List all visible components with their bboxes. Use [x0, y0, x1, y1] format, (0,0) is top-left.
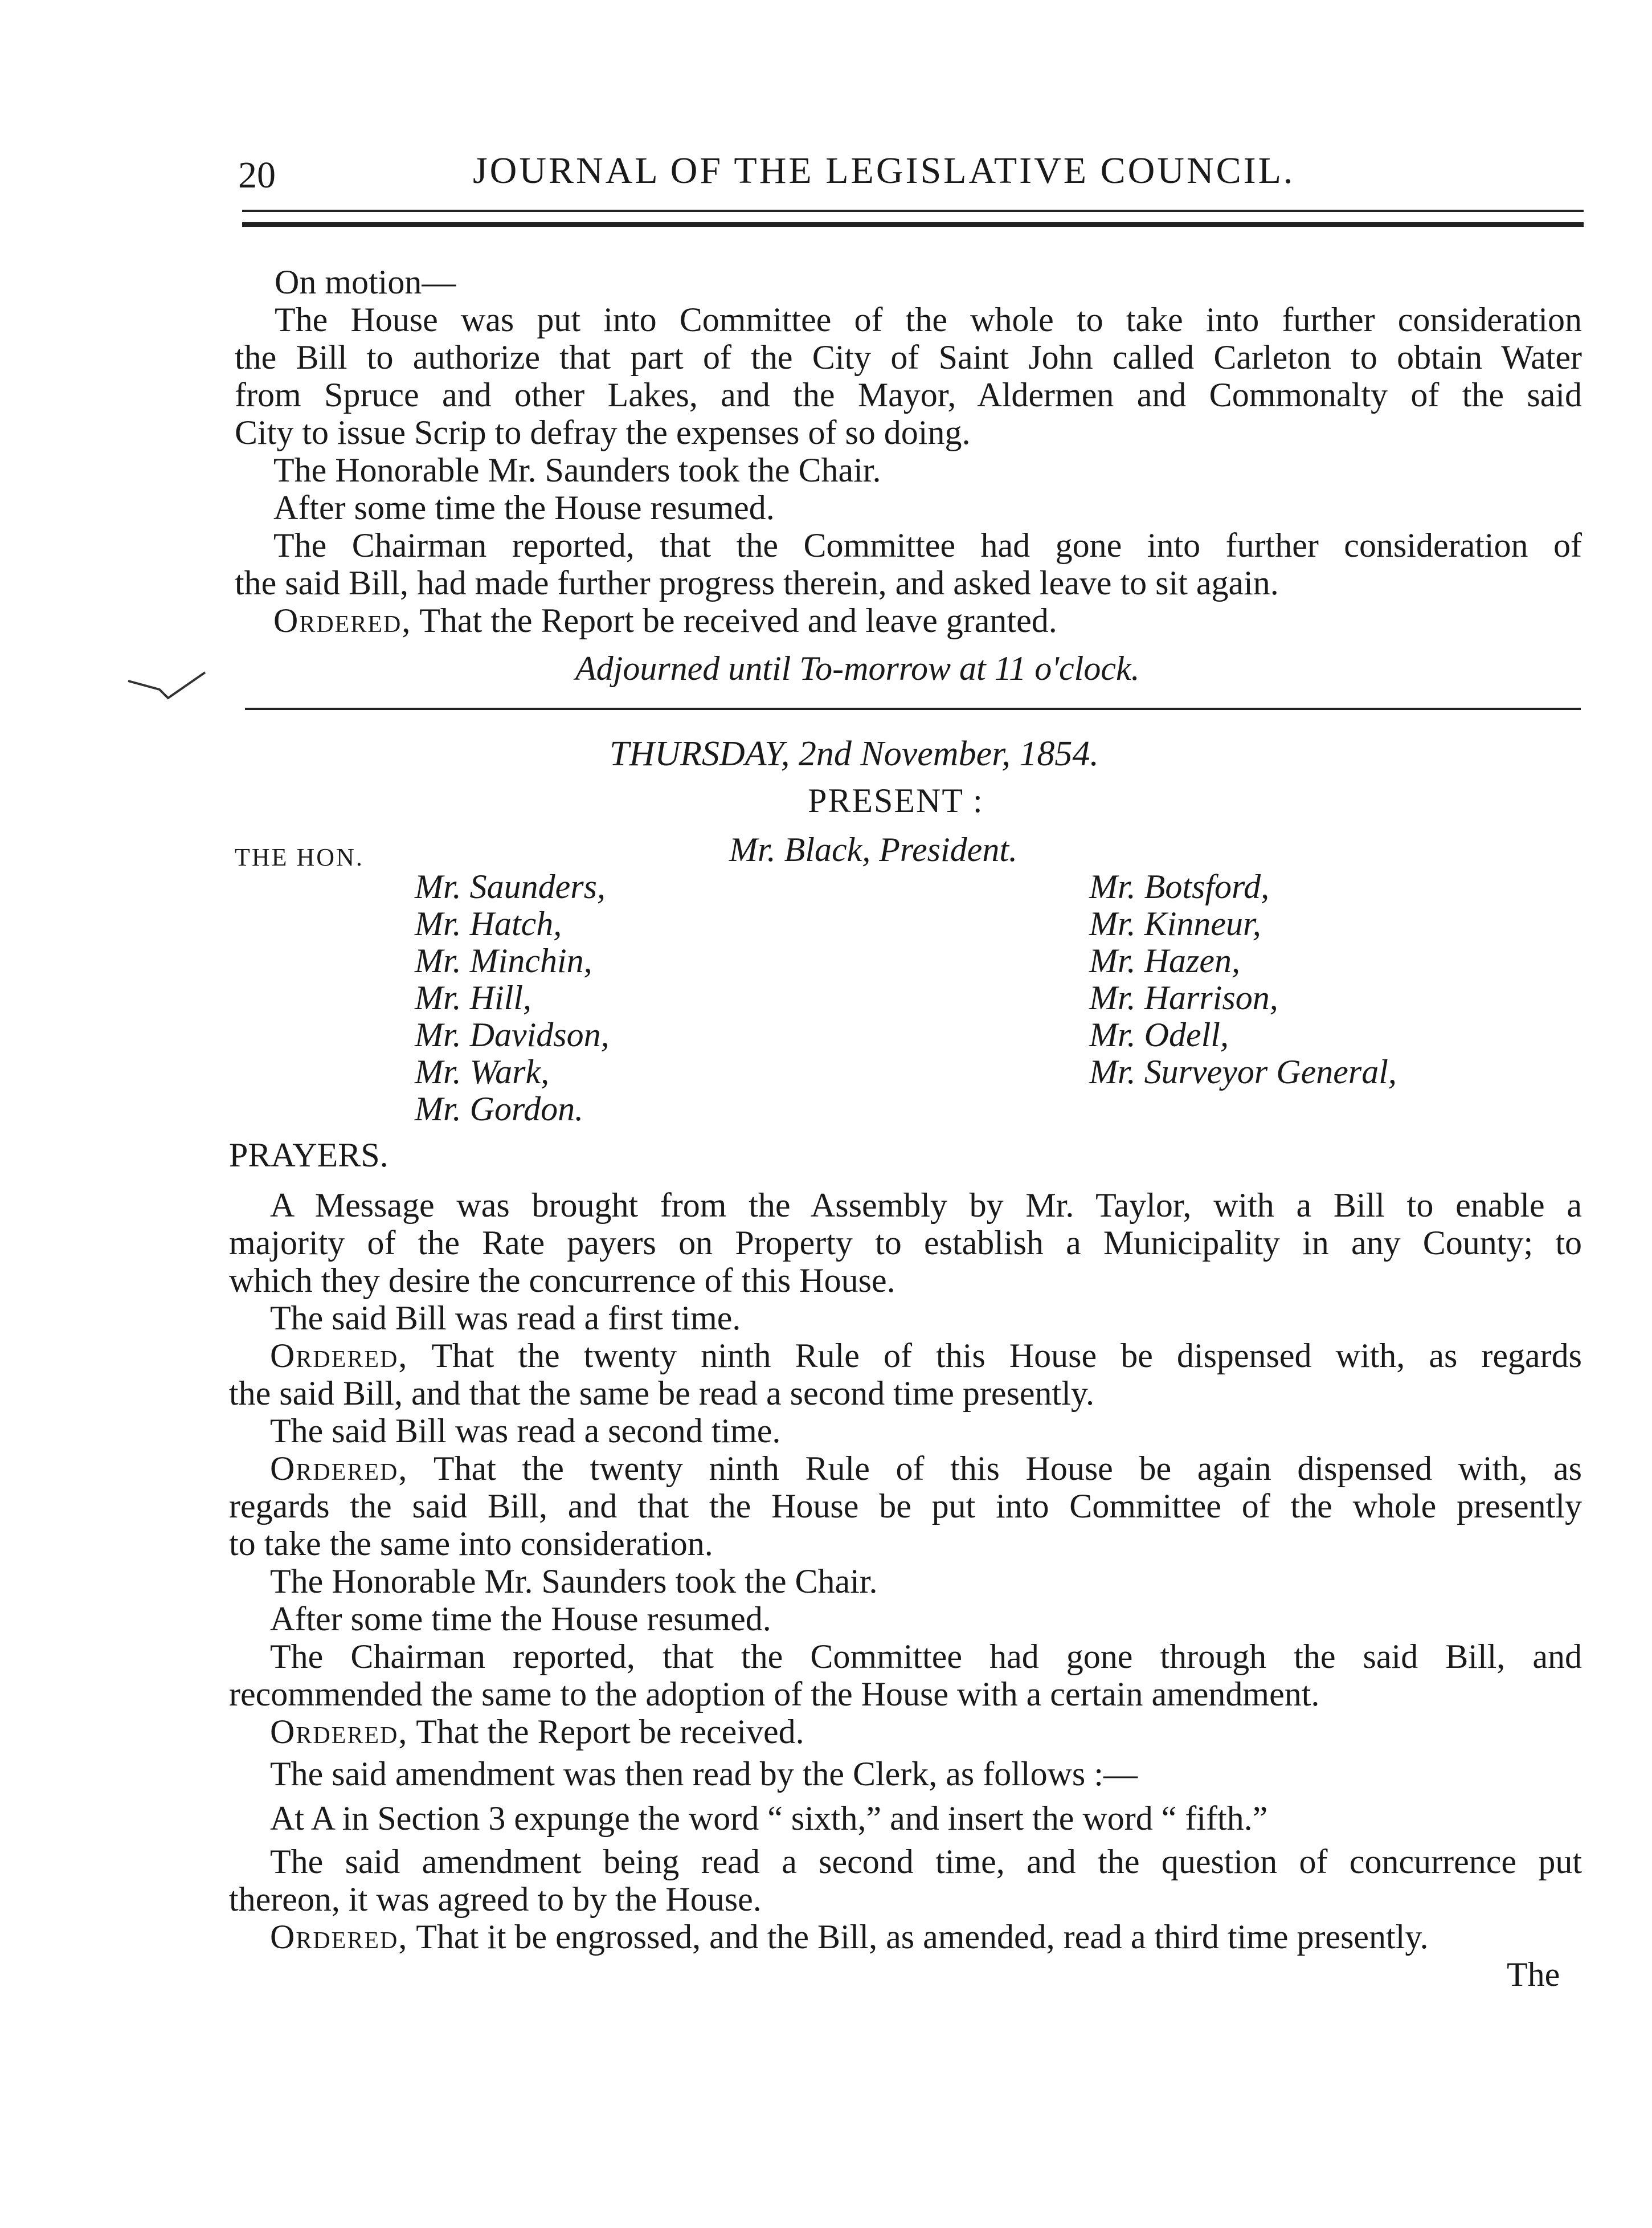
member-name: Mr. Davidson, [415, 1016, 610, 1054]
ordered-text: That the Report be received and leave granted. [411, 602, 1057, 639]
text-line: The House was put into Committee of the whole to take into further consideration [275, 301, 1582, 338]
paragraph-concurrence [229, 1843, 1582, 1918]
member-name: Mr. Kinneur, [1089, 905, 1261, 942]
member-name: Mr. Gordon. [415, 1090, 584, 1128]
ordered-label: Ordered, [270, 1713, 408, 1750]
paragraph-second-reading: The said Bill was read a second time. [270, 1412, 781, 1450]
ordered-label: Ordered, [270, 1918, 408, 1956]
paragraph-amendment-read: The said amendment was then read by the Clerk, as follows :— [270, 1755, 1138, 1793]
text-line: thereon, it was agreed to by the House. [229, 1880, 762, 1918]
paragraph-ordered-received [270, 1713, 804, 1750]
paragraph-amendment-text: At A in Section 3 expunge the word “ sixth,” and insert the word “ fifth.” [270, 1799, 1268, 1837]
text-line [229, 1337, 1582, 1374]
paragraph-ordered-again [229, 1450, 1582, 1562]
member-name: Mr. Harrison, [1089, 979, 1278, 1017]
text-line: the said Bill, had made further progress therein, and asked leave to sit again. [235, 564, 1279, 602]
text-line: to take the same into consideration. [229, 1525, 713, 1562]
text-line: recommended the same to the adoption of the House with a certain amendment. [229, 1675, 1320, 1713]
paragraph-message [229, 1186, 1582, 1299]
text-line: A Message was brought from the Assembly by Mr. Taylor, with a Bill to enable a [270, 1186, 1582, 1224]
member-name: Mr. Saunders, [415, 868, 606, 905]
members-left-column [415, 868, 610, 1128]
member-name: Mr. Botsford, [1089, 868, 1270, 905]
member-name: Mr. Hill, [415, 979, 532, 1017]
prayers-line: PRAYERS. [229, 1136, 389, 1174]
catchword: The [1507, 1956, 1560, 1993]
paragraph-ordered-dispense [229, 1337, 1582, 1412]
paragraph-ordered-report [273, 602, 1057, 639]
paragraph-chairman-report [235, 527, 1582, 602]
paragraph-resumed: After some time the House resumed. [273, 489, 775, 527]
text-line: majority of the Rate payers on Property to establish a Municipality in any County; to [229, 1224, 1582, 1262]
text-line [229, 1450, 1582, 1487]
text-line: The Chairman reported, that the Committee had gone into further consideration of [273, 527, 1582, 564]
member-name: Mr. Minchin, [415, 942, 592, 980]
president-line: Mr. Black, President. [729, 831, 1017, 868]
session-date: THURSDAY, 2nd November, 1854. [610, 734, 1099, 773]
the-hon-label: THE HON. [235, 843, 364, 871]
header-double-rule [242, 210, 1584, 227]
ordered-text: That it be engrossed, and the Bill, as amended, read a third time presently. [408, 1918, 1429, 1956]
ordered-label: Ordered, [273, 602, 412, 639]
paragraph-chair-2: The Honorable Mr. Saunders took the Chair. [270, 1562, 878, 1600]
ordered-text: That the Report be received. [408, 1713, 804, 1750]
member-name: Mr. Surveyor General, [1089, 1053, 1397, 1091]
paragraph-resumed-2: After some time the House resumed. [270, 1600, 771, 1638]
text-line: City to issue Scrip to defray the expenses of so doing. [235, 414, 971, 451]
text-line: The said amendment being read a second time, and the question of concurrence put [270, 1843, 1582, 1880]
running-title: JOURNAL OF THE LEGISLATIVE COUNCIL. [473, 150, 1295, 191]
ordered-label: Ordered, [270, 1337, 408, 1374]
page-number: 20 [238, 154, 276, 196]
section-divider-rule [245, 708, 1581, 710]
text-line: the Bill to authorize that part of the City of Saint John called Carleton to obtain Water [235, 338, 1582, 376]
member-name: Mr. Hazen, [1089, 942, 1240, 980]
text-line: regards the said Bill, and that the House be put into Committee of the whole presently [229, 1487, 1582, 1525]
member-name: Mr. Wark, [415, 1053, 550, 1091]
paragraph-chair: The Honorable Mr. Saunders took the Chair. [273, 451, 881, 489]
paragraph-committee-motion [235, 301, 1582, 451]
member-name: Mr. Hatch, [415, 905, 562, 942]
text-line: The Chairman reported, that the Committee had gone through the said Bill, and [270, 1638, 1582, 1675]
present-heading: PRESENT : [808, 782, 984, 819]
margin-check-mark [125, 666, 211, 711]
paragraph-first-reading: The said Bill was read a first time. [270, 1299, 741, 1337]
text-line: which they desire the concurrence of this House. [229, 1262, 895, 1299]
paragraph-chairman-report-2 [229, 1638, 1582, 1713]
ordered-text: That the twenty ninth Rule of this House be again dispensed with, as [408, 1450, 1582, 1487]
members-right-column [1089, 868, 1397, 1091]
text-line: the said Bill, and that the same be read a second time presently. [229, 1374, 1094, 1412]
adjournment-line: Adjourned until To-morrow at 11 o'clock. [575, 650, 1140, 687]
ordered-text: That the twenty ninth Rule of this House be dispensed with, as regards [408, 1337, 1582, 1374]
text-line: from Spruce and other Lakes, and the Mayor, Aldermen and Commonalty of the said [235, 376, 1582, 414]
ordered-label: Ordered, [270, 1450, 408, 1487]
member-name: Mr. Odell, [1089, 1016, 1229, 1054]
paragraph-ordered-engrossed [270, 1918, 1429, 1956]
check-mark-icon [125, 667, 211, 701]
on-motion-line: On motion— [275, 263, 456, 301]
